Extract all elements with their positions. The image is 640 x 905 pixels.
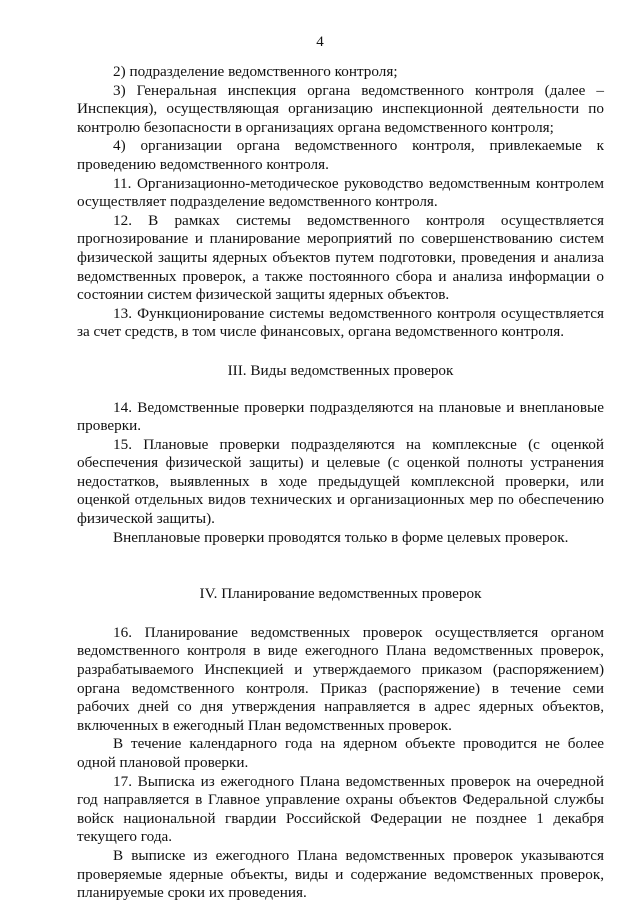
paragraph-item-4: 4) организации органа ведомственного контроля, привлекаемые к проведению ведомственного контроля. <box>77 137 604 173</box>
paragraph-15: 15. Плановые проверки подразделяются на комплексные (с оценкой обеспечения физической защиты) и целевые (с оценкой полноты устранения недостатков, выявленных в ходе предыдущей комплексной проверки, или оценкой отдельных видов технических и организационных мер по обеспечению физической защиты). <box>77 435 604 528</box>
paragraph-16: 16. Планирование ведомственных проверок осуществляется органом ведомственного контроля в виде ежегодного Плана ведомственных проверок, разрабатываемого Инспекцией и утверждаемого приказом (распоряжением) органа ведомственного контроля. Приказ (распоряжение) в течение семи рабочих дней со дня утверждения направляется в адрес ядерных объектов, включенных в ежегодный План ведомственных проверок. <box>77 623 604 734</box>
paragraph-13: 13. Функционирование системы ведомственного контроля осуществляется за счет средств, в том числе финансовых, органа ведомственного контроля. <box>77 304 604 341</box>
document-body <box>77 63 604 903</box>
paragraph-16-note: В течение календарного года на ядерном объекте проводится не более одной плановой проверки. <box>77 735 604 771</box>
paragraph-12: 12. В рамках системы ведомственного контроля осуществляется прогнозирование и планирование мероприятий по совершенствованию систем физической защиты ядерных объектов путем подготовки, проведения и анализа ведомственных проверок, а также постоянного сбора и анализа информации о состоянии систем физической защиты ядерных объектов. <box>77 211 604 304</box>
paragraph-14: 14. Ведомственные проверки подразделяются на плановые и внеплановые проверки. <box>77 398 604 435</box>
paragraph-item-2: 2) подразделение ведомственного контроля; <box>113 63 398 80</box>
paragraph-item-3: 3) Генеральная инспекция органа ведомственного контроля (далее – Инспекция), осуществляющая организацию инспекционной деятельности по контролю безопасности в организациях органа ведомственного контроля; <box>77 81 604 136</box>
page-number: 4 <box>316 34 324 50</box>
paragraph-17: 17. Выписка из ежегодного Плана ведомственных проверок на очередной год направляется в Главное управление охраны объектов Федеральной службы войск национальной гвардии Российской Федерации не позднее 1 декабря текущего года. <box>77 772 604 846</box>
section-heading-4: IV. Планирование ведомственных проверок <box>199 585 482 603</box>
section-heading-3: III. Виды ведомственных проверок <box>227 361 454 379</box>
paragraph-15-note: Внеплановые проверки проводятся только в форме целевых проверок. <box>113 528 569 546</box>
paragraph-11: 11. Организационно-методическое руководство ведомственным контролем осуществляет подразделение ведомственного контроля. <box>77 174 604 211</box>
paragraph-17-note: В выписке из ежегодного Плана ведомственных проверок указываются проверяемые ядерные объекты, виды и содержание ведомственных проверок, планируемые сроки их проведения. <box>77 846 604 902</box>
